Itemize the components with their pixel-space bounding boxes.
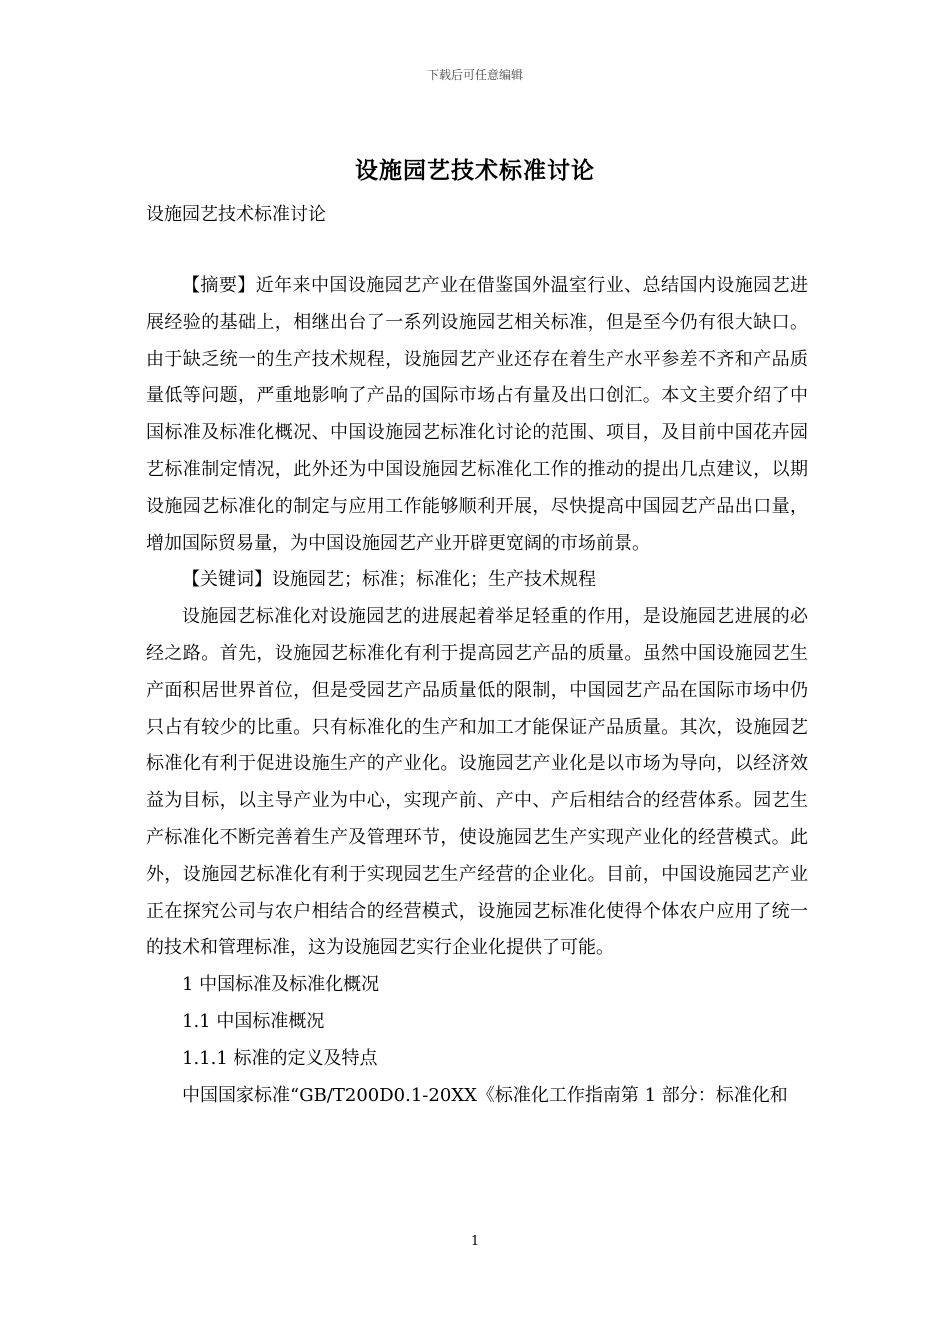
- page-title: 设施园艺技术标准讨论: [355, 157, 595, 184]
- standard-definition-paragraph: 中国国家标准“GB/T200D0.1-20XX《标准化工作指南第 1 部分：标准化和: [182, 1084, 788, 1106]
- section-heading-1-1: 1.1 中国标准概况: [182, 1010, 325, 1032]
- header-note: 下载后可任意编辑: [426, 68, 523, 82]
- section-heading-1-1-1: 1.1.1 标准的定义及特点: [182, 1047, 378, 1069]
- keywords-paragraph: 【关键词】设施园艺；标准；标准化；生产技术规程: [182, 569, 596, 591]
- subtitle: 设施园艺技术标准讨论: [146, 204, 326, 225]
- document-body: [146, 268, 808, 1114]
- section-heading-1: 1 中国标准及标准化概况: [182, 974, 380, 996]
- abstract-paragraph: 【摘要】近年来中国设施园艺产业在借鉴国外温室行业、总结国内设施园艺进展经验的基础上，相继出台了一系列设施园艺相关标准，但是至今仍有很大缺口。由于缺乏统一的生产技术规程，设施园艺产业还存在着生产水平参差不齐和产品质量低等问题，严重地影响了产品的国际市场占有量及出口创汇。本文主要介绍了中国标准及标准化概况、中国设施园艺标准化讨论的范围、项目，及目前中国花卉园艺标准制定情况，此外还为中国设施园艺标准化工作的推动的提出几点建议，以期设施园艺标准化的制定与应用工作能够顺利开展，尽快提高中国园艺产品出口量，增加国际贸易量，为中国设施园艺产业开辟更宽阔的市场前景。: [146, 275, 808, 554]
- page-number: 1: [470, 1234, 480, 1249]
- intro-paragraph: 设施园艺标准化对设施园艺的进展起着举足轻重的作用，是设施园艺进展的必经之路。首先，设施园艺标准化有利于提高园艺产品的质量。虽然中国设施园艺生产面积居世界首位，但是受园艺产品质量低的限制，中国园艺产品在国际市场中仍只占有较少的比重。只有标准化的生产和加工才能保证产品质量。其次，设施园艺标准化有利于促进设施生产的产业化。设施园艺产业化是以市场为导向，以经济效益为目标，以主导产业为中心，实现产前、产中、产后相结合的经营体系。园艺生产标准化不断完善着生产及管理环节，使设施园艺生产实现产业化的经营模式。此外，设施园艺标准化有利于实现园艺生产经营的企业化。目前，中国设施园艺产业正在探究公司与农户相结合的经营模式，设施园艺标准化使得个体农户应用了统一的技术和管理标准，这为设施园艺实行企业化提供了可能。: [146, 606, 808, 959]
